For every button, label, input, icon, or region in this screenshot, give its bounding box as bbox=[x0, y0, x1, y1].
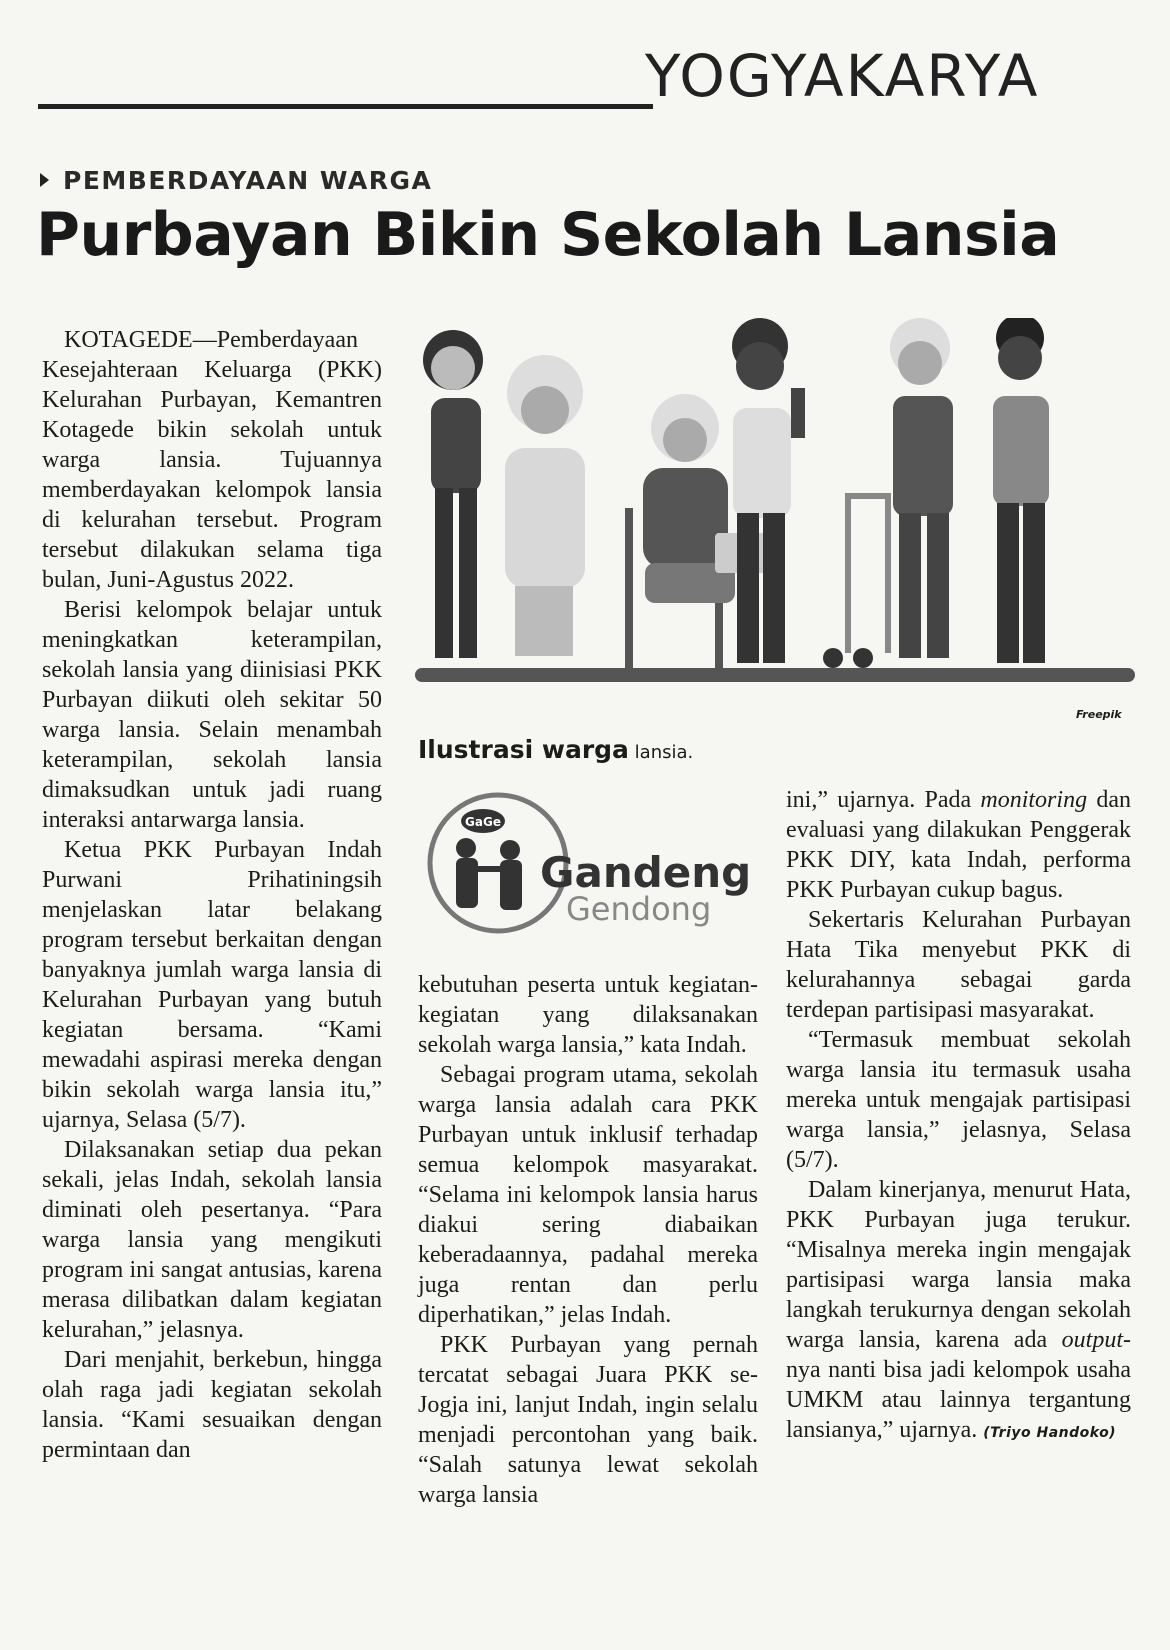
paragraph: Dilaksanakan setiap dua pekan sekali, jelas Indah, sekolah lansia diminati oleh pesertanya. “Para warga lansia yang mengikuti program ini sangat antusias, karena merasa dilibatkan dalam kegiatan kelurahan,” jelasnya. bbox=[42, 1137, 382, 1343]
paragraph: “Termasuk membuat sekolah warga lansia itu termasuk usaha mereka untuk mengajak partisipasi warga lansia,” jelasnya, Selasa (5/7). bbox=[786, 1027, 1131, 1173]
paragraph: Dari menjahit, berkebun, hingga olah raga jadi kegiatan sekolah lansia. “Kami sesuaikan dengan permintaan dan bbox=[42, 1347, 382, 1463]
young-man-icon bbox=[993, 318, 1049, 663]
logo-gandeng: Gandeng bbox=[540, 848, 752, 897]
woman-raised-fist-icon bbox=[732, 318, 805, 663]
article-column-2 bbox=[418, 970, 758, 1510]
section-name: YOGYAKARYA bbox=[645, 42, 1040, 110]
caption-bold: Ilustrasi warga bbox=[418, 735, 629, 764]
text-run: ini,” ujarnya. Pada bbox=[786, 787, 981, 813]
headline: Purbayan Bikin Sekolah Lansia bbox=[36, 200, 1060, 270]
text-run-italic: monitoring bbox=[980, 787, 1088, 813]
triangle-bullet-icon bbox=[40, 173, 49, 187]
text-run: dan evaluasi yang dilakukan Penggerak PKK DIY, kata Indah, performa PKK Purbayan cukup bagus. bbox=[786, 787, 1131, 903]
text-run: -nya nanti bisa jadi kelompok usaha UMKM atau lainnya tergantung lansianya,” ujarnya. bbox=[786, 1327, 1131, 1443]
kicker: PEMBERDAYAAN WARGA bbox=[63, 165, 433, 195]
image-credit: Freepik bbox=[1076, 708, 1122, 721]
article-column-3 bbox=[786, 785, 1131, 1448]
paragraph: Sekertaris Kelurahan Purbayan Hata Tika menyebut PKK di kelurahannya sebagai garda terdepan partisipasi masyarakat. bbox=[786, 907, 1131, 1023]
paragraph bbox=[786, 1175, 1131, 1448]
text-run-italic: output bbox=[1061, 1327, 1123, 1353]
byline: (Triyo Handoko) bbox=[983, 1425, 1117, 1441]
paragraph: Ketua PKK Purbayan Indah Purwani Prihatiningsih menjelaskan latar belakang program tersebut berkaitan dengan banyaknya jumlah warga lansia di Kelurahan Purbayan yang butuh kegiatan bersama. “Kami mewadahi aspirasi mereka dengan bikin sekolah warga lansia itu,” ujarnya, Selasa (5/7). bbox=[42, 837, 382, 1133]
elderly-man-walker-icon bbox=[823, 318, 953, 668]
paragraph bbox=[786, 785, 1131, 905]
article-column-1 bbox=[42, 325, 382, 1465]
paragraph: Berisi kelompok belajar untuk meningkatkan keterampilan, sekolah lansia yang diinisiasi PKK Purbayan diikuti oleh sekitar 50 warga lansia. Selain menambah keterampilan, sekolah lansia dimaksudkan untuk jadi ruang interaksi antarwarga lansia. bbox=[42, 597, 382, 833]
paragraph: PKK Purbayan yang pernah tercatat sebagai Juara PKK se-Jogja ini, lanjut Indah, ingin selalu menjadi percontohan yang baik. “Salah satunya lewat sekolah warga lansia bbox=[418, 1332, 758, 1508]
image-caption bbox=[418, 735, 693, 764]
paragraph: Sebagai program utama, sekolah warga lansia adalah cara PKK Purbayan untuk inklusif terhadap semua kelompok masyarakat. “Selama ini kelompok lansia harus diakui sering diabaikan keberadaannya, padahal mereka juga rentan dan perlu diperhatikan,” jelas Indah. bbox=[418, 1062, 758, 1328]
paragraph: KOTAGEDE—Pemberdayaan Kesejahteraan Keluarga (PKK) Kelurahan Purbayan, Kemantren Kotagede bikin sekolah untuk warga lansia. Tujuannya memberdayakan kelompok lansia di kelurahan tersebut. Program tersebut dilakukan selama tiga bulan, Juni-Agustus 2022. bbox=[42, 327, 382, 593]
logo-badge: GaGe bbox=[465, 815, 501, 829]
logo-gendong: Gendong bbox=[566, 890, 712, 928]
kicker-row bbox=[40, 160, 432, 200]
illustration-elderly-citizens bbox=[415, 318, 1135, 718]
paragraph: kebutuhan peserta untuk kegiatan-kegiatan yang dilaksanakan sekolah warga lansia,” kata Indah. bbox=[418, 972, 758, 1058]
masthead-rule bbox=[38, 104, 653, 109]
woman-figure-icon bbox=[423, 330, 483, 658]
caption-rest: lansia. bbox=[634, 742, 694, 763]
text-run: Dalam kinerjanya, menurut Hata, PKK Purbayan juga terukur. “Misalnya mereka ingin mengajak partisipasi warga lansia maka langkah terukurnya dengan sekolah warga lansia, karena ada bbox=[786, 1177, 1131, 1353]
elderly-woman-icon bbox=[505, 355, 585, 656]
